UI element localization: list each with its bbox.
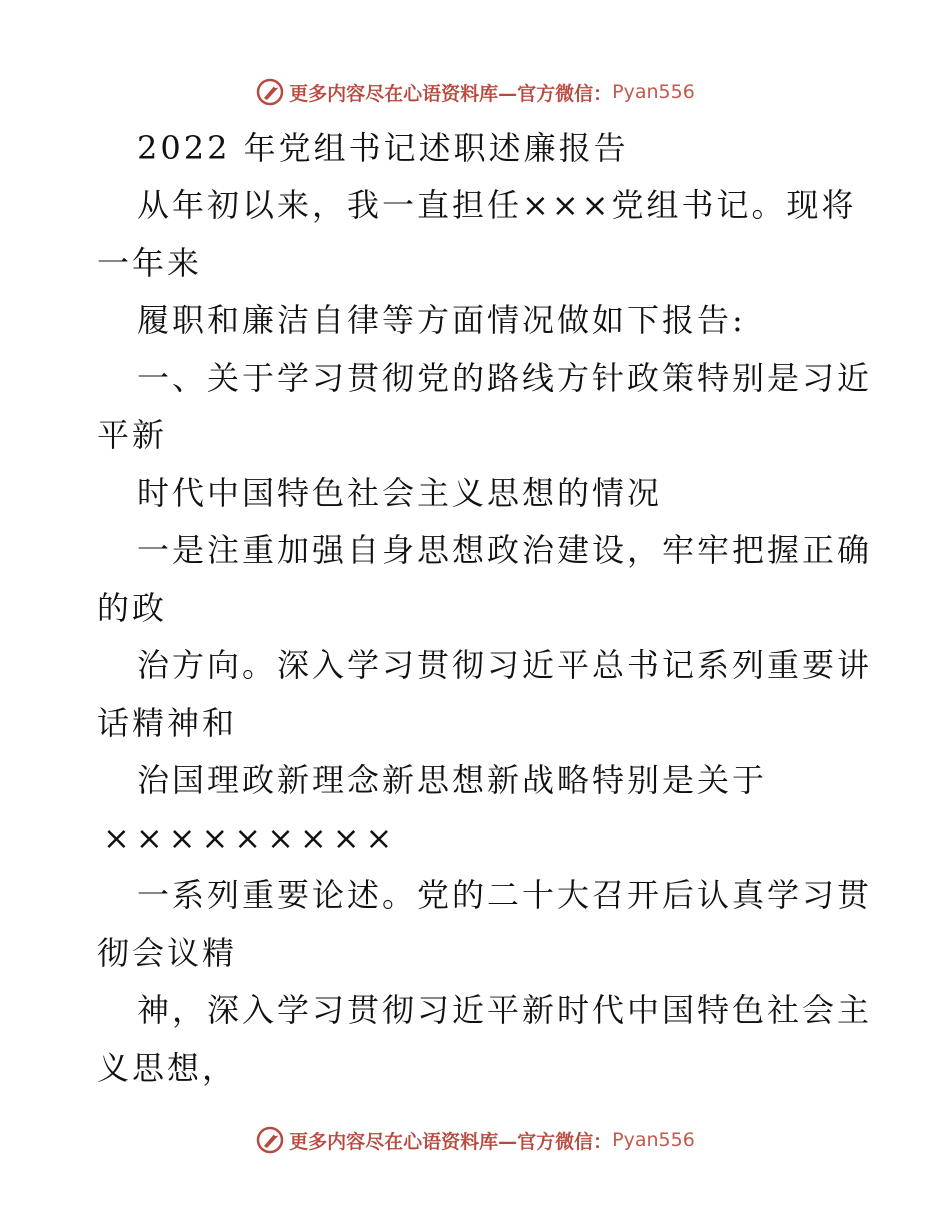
pen-logo-icon (255, 77, 285, 107)
watermark-text: 更多内容尽在心语资料库—官方微信： (289, 82, 613, 105)
paragraph-line: ××××××××× (103, 819, 399, 857)
watermark-wechat-id: Pyan556 (612, 81, 695, 103)
paragraph-line: 一年来 (97, 244, 203, 282)
paragraph-line: 治国理政新理念新思想新战略特别是关于 (137, 761, 768, 799)
paragraph-line: 义思想， (97, 1049, 238, 1087)
paragraph-line: 彻会议精 (97, 934, 238, 972)
paragraph-line: 的政 (97, 589, 168, 627)
watermark-wechat-id: Pyan556 (612, 1129, 695, 1151)
watermark-header (0, 72, 950, 112)
paragraph-line: 从年初以来，我一直担任×××党组书记。现将 (137, 186, 857, 224)
paragraph-line: 话精神和 (97, 704, 238, 742)
pen-logo-icon (255, 1125, 285, 1155)
section-heading: 平新 (97, 416, 168, 454)
watermark-footer (0, 1120, 950, 1160)
paragraph-line: 一系列重要论述。党的二十大召开后认真学习贯 (137, 876, 873, 914)
paragraph-line: 神，深入学习贯彻习近平新时代中国特色社会主 (137, 991, 873, 1029)
section-heading: 一、关于学习贯彻党的路线方针政策特别是习近 (137, 359, 873, 397)
section-heading: 时代中国特色社会主义思想的情况 (137, 474, 663, 512)
watermark-text: 更多内容尽在心语资料库—官方微信： (289, 1130, 613, 1153)
paragraph-line: 一是注重加强自身思想政治建设，牢牢把握正确 (137, 531, 873, 569)
paragraph-line: 治方向。深入学习贯彻习近平总书记系列重要讲 (137, 646, 873, 684)
paragraph-line: 履职和廉洁自律等方面情况做如下报告: (137, 301, 746, 339)
document-title: 2022 年党组书记述职述廉报告 (137, 129, 629, 167)
